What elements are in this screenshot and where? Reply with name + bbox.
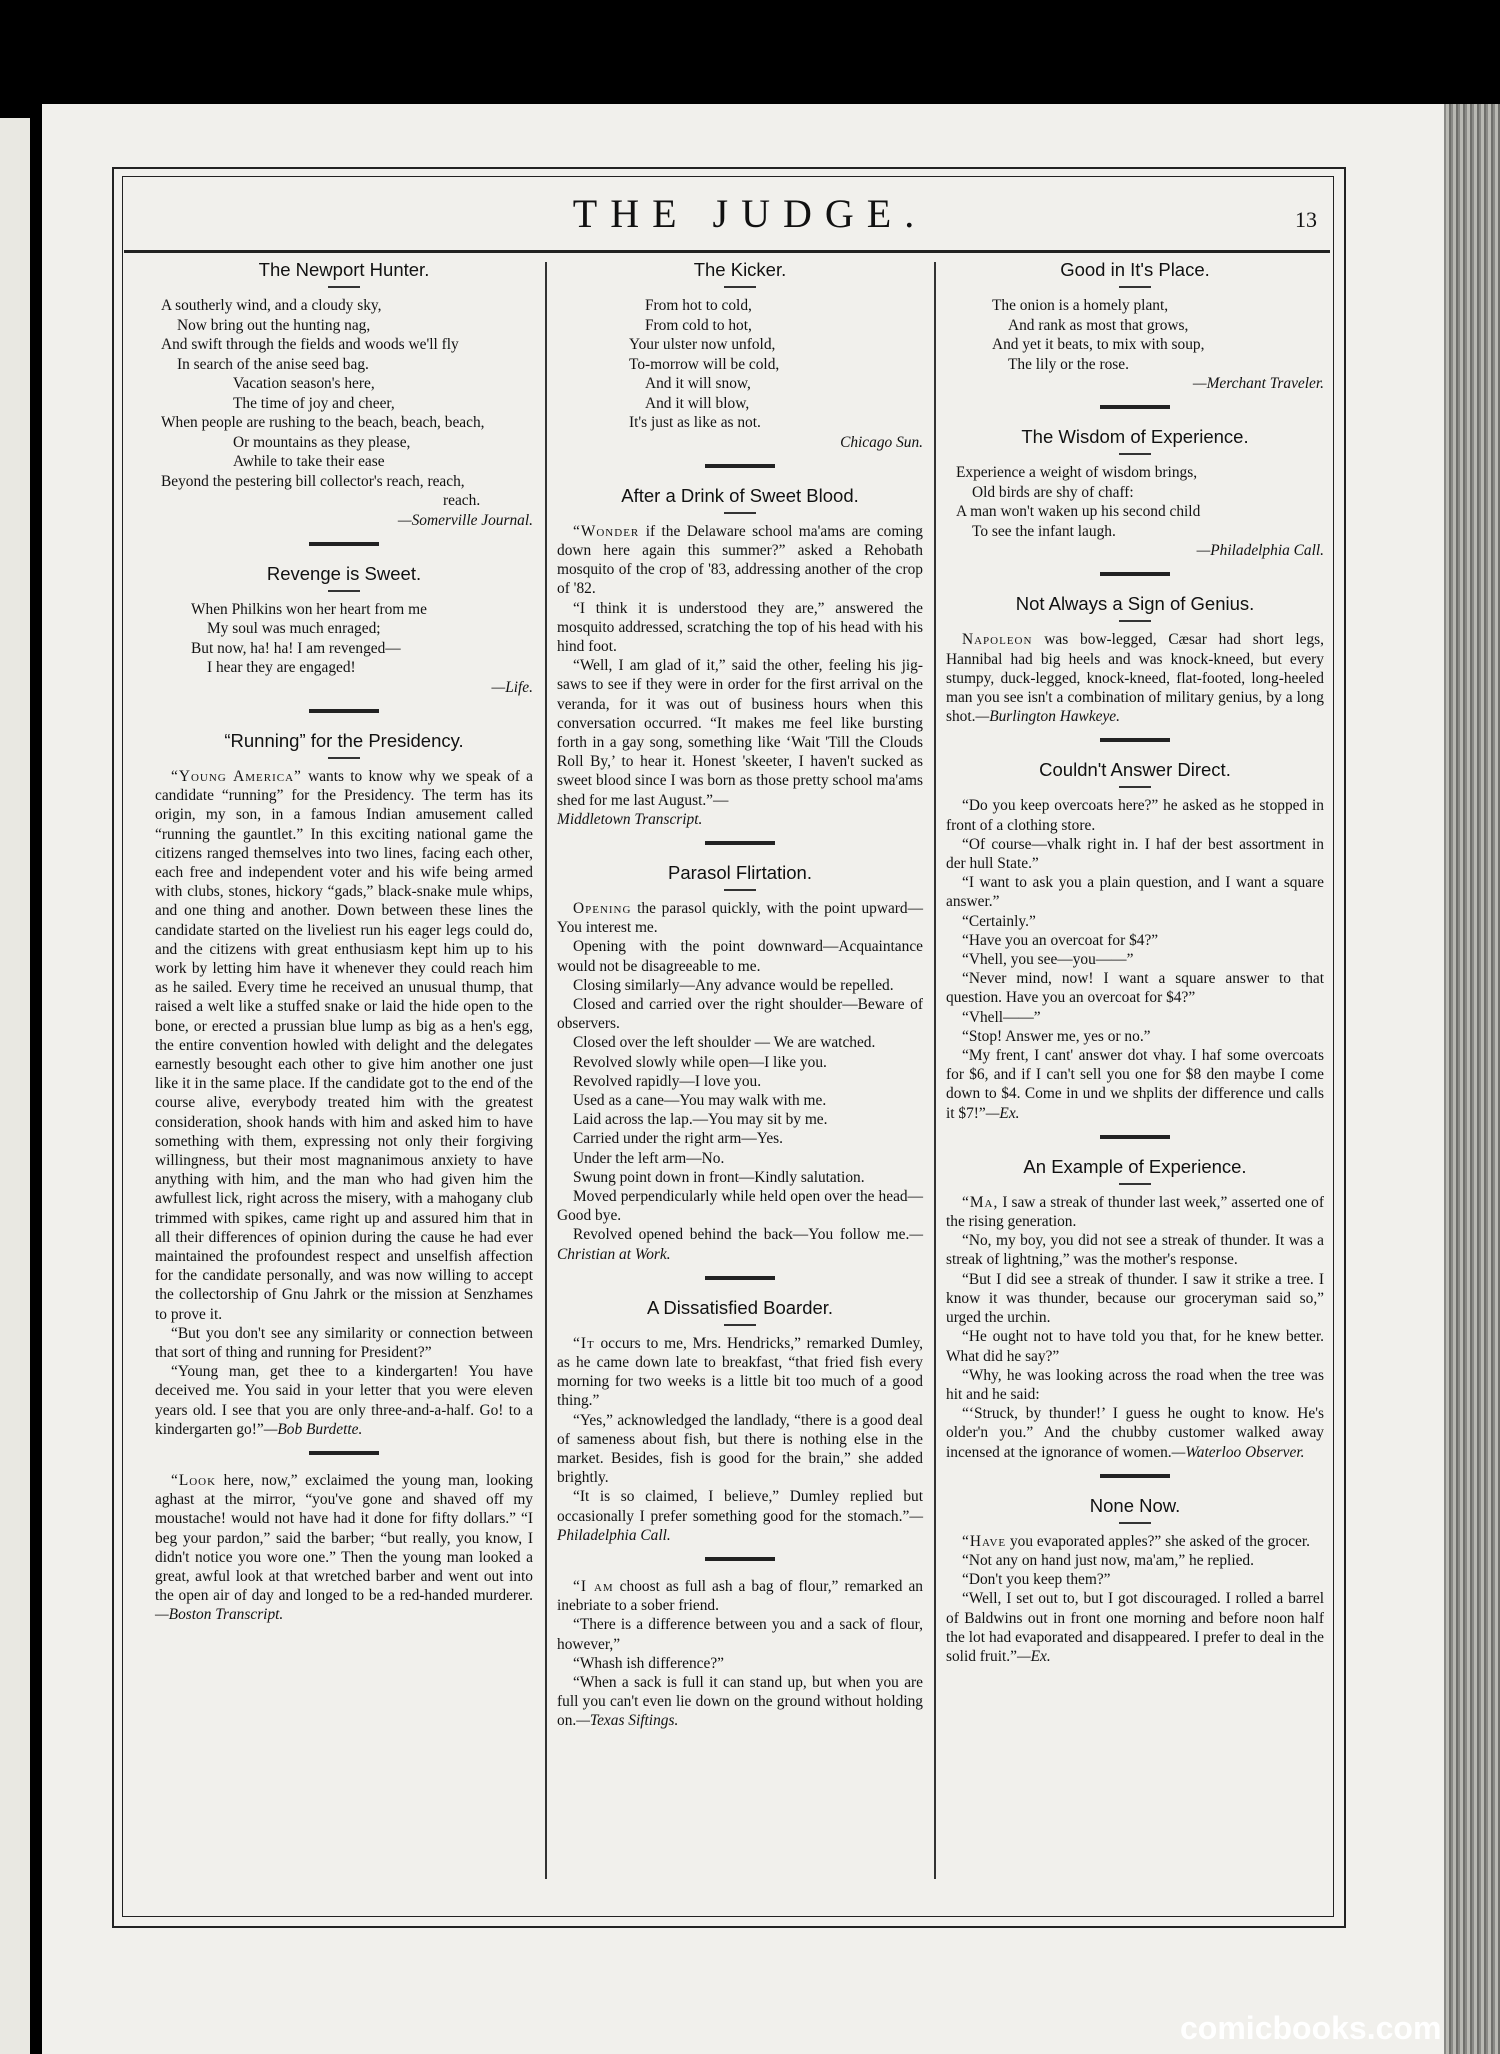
lead-in: Opening bbox=[573, 899, 632, 917]
article-title: The Newport Hunter. bbox=[258, 259, 430, 280]
poem-line: Experience a weight of wisdom brings, bbox=[956, 464, 1198, 482]
column-rule bbox=[934, 262, 936, 1879]
paragraph bbox=[946, 1589, 1324, 1666]
poem-line: Or mountains as they please, bbox=[233, 433, 411, 451]
article-title: Parasol Flirtation. bbox=[668, 861, 812, 883]
section-rule bbox=[1100, 405, 1170, 409]
poem-line: Your ulster now unfold, bbox=[629, 336, 776, 353]
paragraph: “No, my boy, you did not see a streak of thunder. It was a streak of lightning,” was the mother's response. bbox=[946, 1232, 1324, 1269]
list-item: Closed over the left shoulder — We are watched. bbox=[573, 1034, 876, 1052]
paragraph-text: here, now,” exclaimed the young man, looking aghast at the mirror, “you've gone and shaved off my moustache! would not have had it done for fifty dollars.” “I beg your pardon,” said the barber; “but really, you know, I didn't notice you wore one.” Then the young man looked a great, awful look at that wretched barber and went out into the open air of day and longed to be a red-handed murderer. bbox=[155, 1472, 533, 1605]
short-rule bbox=[328, 757, 360, 759]
credit: Chicago Sun. bbox=[840, 433, 923, 451]
short-rule bbox=[328, 286, 360, 288]
poem bbox=[992, 296, 1324, 374]
paragraph-text: was bow-legged, Cæsar had short legs, Hannibal had big heels and was knock-kneed, but every stumpy, duck-legged, knock-kneed, flat-footed, long-heeled man you see isn't a combination of military genius, by a long shot. bbox=[946, 631, 1324, 726]
lead-in: Napoleon bbox=[962, 631, 1033, 649]
poem-line: Beyond the pestering bill collector's reach, reach, bbox=[161, 472, 465, 490]
credit: —Ex. bbox=[1016, 1647, 1051, 1665]
credit: —Merchant Traveler. bbox=[1192, 375, 1324, 392]
site-watermark: comicbooks.com bbox=[1180, 2010, 1442, 2046]
paragraph bbox=[557, 522, 923, 599]
paragraph bbox=[946, 1193, 1324, 1231]
paragraph: “Whash ish difference?” bbox=[573, 1654, 724, 1672]
paragraph: “Vhell——” bbox=[962, 1008, 1041, 1026]
paragraph: “Stop! Answer me, yes or no.” bbox=[962, 1027, 1151, 1045]
list-item: Laid across the lap.—You may sit by me. bbox=[573, 1111, 828, 1129]
paragraph bbox=[557, 899, 923, 937]
paragraph: “Yes,” acknowledged the landlady, “there is a good deal of sameness about fish, but there is nothing else in the market. Besides, fish is good for the brain,” she added brightly. bbox=[557, 1411, 923, 1487]
paragraph: “Not any on hand just now, ma'am,” he replied. bbox=[962, 1551, 1254, 1569]
paragraph: “But I did see a streak of thunder. I saw it strike a tree. I know it was thunder, because our groceryman said so,” urged the urchin. bbox=[946, 1270, 1324, 1327]
poem-line: In search of the anise seed bag. bbox=[177, 355, 369, 373]
credit: —Life. bbox=[491, 678, 533, 696]
header-rule bbox=[124, 250, 1330, 253]
poem bbox=[191, 600, 533, 678]
article-title: “Running” for the Presidency. bbox=[224, 729, 464, 751]
poem-line: And rank as most that grows, bbox=[1008, 316, 1189, 334]
paragraph-text: the parasol quickly, with the point upward—You interest me. bbox=[557, 899, 923, 937]
list-item: Revolved rapidly—I love you. bbox=[573, 1072, 762, 1090]
lead-in: “Have bbox=[962, 1532, 1007, 1550]
paragraph-text: if the Delaware school ma'ams are coming down here again this summer?” asked a Rehobath mosquito of the crop of '83, addressing another of the crop of '82. bbox=[557, 522, 923, 598]
paragraph-text: “‘Struck, by thunder!’ I guess he ought to know. He's older'n you.” And the chubby customer walked away incensed at the ignorance of women. bbox=[946, 1405, 1324, 1461]
poem-line: And it will blow, bbox=[645, 394, 750, 412]
poem-line: reach. bbox=[443, 492, 481, 509]
poem-line: Awhile to take their ease bbox=[233, 453, 385, 470]
poem-line: From cold to hot, bbox=[645, 316, 752, 334]
short-rule bbox=[1119, 786, 1151, 788]
article-title: Good in It's Place. bbox=[1060, 259, 1210, 280]
poem-line: The time of joy and cheer, bbox=[233, 394, 395, 412]
paragraph bbox=[946, 1046, 1324, 1123]
article-title: A Dissatisfied Boarder. bbox=[646, 1296, 834, 1318]
paragraph-text: you evaporated apples?” she asked of the grocer. bbox=[1006, 1532, 1310, 1550]
lead-in: “It bbox=[573, 1334, 595, 1352]
poem-line: I hear they are engaged! bbox=[207, 659, 356, 677]
paragraph: “Don't you keep them?” bbox=[962, 1571, 1111, 1589]
paragraph: “There is a difference between you and a sack of flour, however,” bbox=[557, 1616, 923, 1653]
paragraph bbox=[557, 1577, 923, 1615]
credit: —Somerville Journal. bbox=[397, 511, 533, 529]
short-rule bbox=[724, 889, 756, 891]
list-item: Opening with the point downward—Acquaintance would not be disagreeable to me. bbox=[557, 938, 923, 975]
masthead-title: THE JUDGE. bbox=[572, 191, 928, 236]
paragraph: “Well, I am glad of it,” said the other, feeling his jig-saws to see if they were in order for the first arrival on the veranda, for it was out of business hours when this conversation occurred. “It makes me feel like bursting forth in a gay song, something like ‘Wait 'Till the Clouds Roll By,’ to hear it. Honest 'skeeter, I haven't sucked as sweet blood since I was born as those pretty school ma'ams shed for me last August.”— bbox=[557, 657, 923, 809]
paragraph: “Never mind, now! I want a square answer to that question. Have you an overcoat for $4?” bbox=[946, 970, 1324, 1007]
poem-line: A southerly wind, and a cloudy sky, bbox=[161, 297, 382, 314]
credit: Middletown Transcript. bbox=[557, 810, 703, 828]
poem-line: When Philkins won her heart from me bbox=[191, 600, 427, 618]
paragraph-text: I saw a streak of thunder last week,” asserted one of the rising generation. bbox=[946, 1193, 1324, 1231]
short-rule bbox=[1119, 1522, 1151, 1524]
section-rule bbox=[705, 841, 775, 845]
paragraph: “I want to ask you a plain question, and I want a square answer.” bbox=[946, 874, 1324, 911]
article-title: Revenge is Sweet. bbox=[266, 562, 422, 584]
paragraph bbox=[557, 1334, 923, 1411]
section-rule bbox=[309, 1451, 379, 1455]
poem bbox=[629, 296, 923, 433]
column-2 bbox=[557, 258, 923, 1731]
credit: —Texas Siftings. bbox=[576, 1712, 679, 1730]
paragraph: “Have you an overcoat for $4?” bbox=[962, 931, 1159, 949]
list-item: Revolved slowly while open—I like you. bbox=[573, 1053, 827, 1071]
paragraph-text: “Young man, get thee to a kindergarten! You have deceived me. You said in your letter that you were eleven years old. I see that you are only three-and-a-half. Go! to a kindergarten go!” bbox=[155, 1363, 533, 1438]
paragraph: “I think it is understood they are,” answered the mosquito addressed, scratching the top of his head with his hind foot. bbox=[557, 599, 923, 655]
article-title: Not Always a Sign of Genius. bbox=[1015, 593, 1255, 615]
poem-line: But now, ha! ha! I am revenged— bbox=[191, 639, 401, 657]
facing-page-edge bbox=[0, 118, 30, 2054]
lead-in: “Wonder bbox=[573, 522, 640, 540]
paragraph: “He ought not to have told you that, for he knew better. What did he say?” bbox=[946, 1328, 1324, 1365]
list-item: Closing similarly—Any advance would be repelled. bbox=[573, 976, 894, 994]
paragraph bbox=[557, 1673, 923, 1731]
section-rule bbox=[1100, 738, 1170, 742]
section-rule bbox=[309, 542, 379, 546]
list-item: Closed and carried over the right shoulder—Beware of observers. bbox=[557, 995, 923, 1033]
paragraph-text: wants to know why we speak of a candidate “running” for the Presidency. The term has its origin, my son, in a famous Indian amusement called “running the gauntlet.” In this exciting national game the citizens ranged themselves into two lines, facing each other, each free and independent voter and his wife being armed with clubs, stones, hickory “gads,” black-snake mule whips, and one thing and another. Down between these lines the candidate started on the liveliest run his eager legs could do, and the citizens with great enthusiasm kept him up to his work by letting him have it whenever they could reach him as he sailed. Every time he received an unusual thump, that raised a welt like a stuffed snake or laid the hide open to the bone, or erected a prussian blue lump as big as a hen's egg, the entire convention howled with delight and the delegates earnestly besought each other to give him another one just like it in the same place. If the candidate got to the end of the course alive, everybody treated him with the greatest consideration, shook hands with him and asked him to have something with them, expressing not only their forgiving willingness, but their most magnanimous anxiety to have anything with him, and the man who had given him the awfullest lick, right across the misery, with a mahogany club trimmed with spikes, came right up and assured him that in all their differences of opinion during the cause he had ever maintained the profoundest respect and unselfish affection for the candidate personally, and was now willing to accept the collectorship of Gnu Jahrk or the mission at Senzhames to prove it. bbox=[155, 767, 533, 1323]
poem-line: The onion is a homely plant, bbox=[992, 297, 1169, 314]
paragraph: “Certainly.” bbox=[962, 912, 1036, 930]
article-title: The Kicker. bbox=[693, 259, 787, 280]
poem-line: Vacation season's here, bbox=[233, 375, 375, 392]
section-rule bbox=[309, 709, 379, 713]
poem-line: And swift through the fields and woods we'll fly bbox=[161, 336, 459, 353]
list-item: Under the left arm—No. bbox=[573, 1149, 725, 1167]
poem-line: To-morrow will be cold, bbox=[629, 355, 780, 373]
paragraph: “Do you keep overcoats here?” he asked as he stopped in front of a clothing store. bbox=[946, 797, 1324, 834]
credit: —Boston Transcript. bbox=[155, 1606, 284, 1624]
poem-line: The lily or the rose. bbox=[1008, 355, 1129, 373]
article-title: After a Drink of Sweet Blood. bbox=[621, 484, 859, 506]
poem-line: To see the infant laugh. bbox=[972, 522, 1116, 540]
paragraph-text: “Well, I set out to, but I got discouraged. I rolled a barrel of Baldwins out in front one morning and before noon half the lot had evaporated and disappeared. I prefer to deal in the solid fruit.” bbox=[946, 1590, 1324, 1665]
column-rule bbox=[545, 262, 547, 1879]
lead-in: “Look bbox=[171, 1472, 217, 1490]
poem-line: When people are rushing to the beach, beach, beach, bbox=[161, 414, 485, 431]
poem-line: My soul was much enraged; bbox=[207, 620, 381, 638]
paragraph: “Of course—vhalk right in. I haf der best assortment in der hull State.” bbox=[946, 835, 1324, 873]
page-stack-edge bbox=[1444, 104, 1500, 2054]
short-rule bbox=[328, 590, 360, 592]
article-title: An Example of Experience. bbox=[1023, 1155, 1247, 1177]
paragraph-text: occurs to me, Mrs. Hendricks,” remarked Dumley, as he came down late to breakfast, “that fried fish every morning for two weeks is a little bit too much of a good thing.” bbox=[557, 1334, 923, 1410]
paragraph bbox=[946, 630, 1324, 726]
paragraph bbox=[155, 1362, 533, 1439]
paragraph bbox=[557, 1487, 923, 1545]
paragraph-text: choost as full ash a bag of flour,” remarked an inebriate to a sober friend. bbox=[557, 1578, 924, 1615]
paragraph bbox=[155, 1471, 533, 1625]
paragraph: “Why, he was looking across the road when the tree was hit and he said: bbox=[946, 1366, 1324, 1403]
poem-line: From hot to cold, bbox=[645, 297, 752, 314]
article-title: Couldn't Answer Direct. bbox=[1039, 759, 1231, 781]
credit: —Philadelphia Call. bbox=[1196, 542, 1324, 560]
paragraph bbox=[946, 1404, 1324, 1462]
short-rule bbox=[724, 286, 756, 288]
credit: —Waterloo Observer. bbox=[1171, 1443, 1305, 1461]
paragraph-text: Revolved opened behind the back—You follow me. bbox=[573, 1226, 910, 1244]
poem-line: And yet it beats, to mix with soup, bbox=[992, 336, 1205, 353]
list-item: Carried under the right arm—Yes. bbox=[573, 1130, 784, 1148]
article-title: The Wisdom of Experience. bbox=[1021, 426, 1249, 448]
poem-line: Old birds are shy of chaff: bbox=[972, 483, 1134, 501]
list-item: Moved perpendicularly while held open over the head—Good bye. bbox=[557, 1188, 923, 1225]
paragraph-text: “It is so claimed, I believe,” Dumley replied but occasionally I prefer something good for the stomach.” bbox=[557, 1488, 923, 1525]
section-rule bbox=[705, 1557, 775, 1561]
paragraph-text: “When a sack is full it can stand up, but when you are full you can't even lie down on the ground without holding on. bbox=[557, 1674, 923, 1730]
short-rule bbox=[1119, 286, 1151, 288]
list-item bbox=[557, 1225, 923, 1263]
section-rule bbox=[1100, 572, 1170, 576]
poem-line: A man won't waken up his second child bbox=[956, 503, 1201, 521]
section-rule bbox=[1100, 1135, 1170, 1139]
section-rule bbox=[1100, 1474, 1170, 1478]
short-rule bbox=[1119, 453, 1151, 455]
paragraph: “Vhell, you see—you——” bbox=[962, 951, 1134, 969]
poem-line: Now bring out the hunting nag, bbox=[177, 316, 371, 334]
poem bbox=[956, 463, 1324, 541]
short-rule bbox=[724, 1324, 756, 1326]
paragraph-text: “My frent, I cant' answer dot vhay. I haf some overcoats for $6, and if I can't sell you one for $8 den maybe I come down to $4. Come in und we shplits der difference und calls it $7!” bbox=[946, 1047, 1324, 1122]
lead-in: “I am bbox=[573, 1578, 614, 1596]
page-number: 13 bbox=[1295, 207, 1317, 232]
lead-in: “Young America” bbox=[171, 767, 302, 785]
section-rule bbox=[705, 464, 775, 468]
poem-line: It's just as like as not. bbox=[629, 414, 761, 431]
paragraph: “But you don't see any similarity or connection between that sort of thing and running for President?” bbox=[155, 1324, 533, 1361]
credit: —Philadelphia Call. bbox=[557, 1507, 923, 1544]
section-rule bbox=[705, 1276, 775, 1280]
column-3 bbox=[946, 258, 1324, 1666]
credit: —Christian at Work. bbox=[557, 1226, 923, 1263]
short-rule bbox=[1119, 1183, 1151, 1185]
column-1 bbox=[155, 258, 533, 1625]
credit: —Burlington Hawkeye. bbox=[975, 708, 1120, 726]
list-item: Swung point down in front—Kindly salutation. bbox=[573, 1168, 865, 1186]
paragraph bbox=[155, 767, 533, 1324]
credit: —Ex. bbox=[985, 1104, 1020, 1122]
poem-line: And it will snow, bbox=[645, 375, 751, 392]
short-rule bbox=[1119, 620, 1151, 622]
short-rule bbox=[724, 512, 756, 514]
paragraph bbox=[946, 1532, 1324, 1551]
list-item: Used as a cane—You may walk with me. bbox=[573, 1091, 827, 1109]
article-title: None Now. bbox=[1089, 1494, 1181, 1516]
poem bbox=[161, 296, 533, 511]
credit: —Bob Burdette. bbox=[263, 1420, 363, 1438]
lead-in: “Ma, bbox=[962, 1193, 999, 1211]
